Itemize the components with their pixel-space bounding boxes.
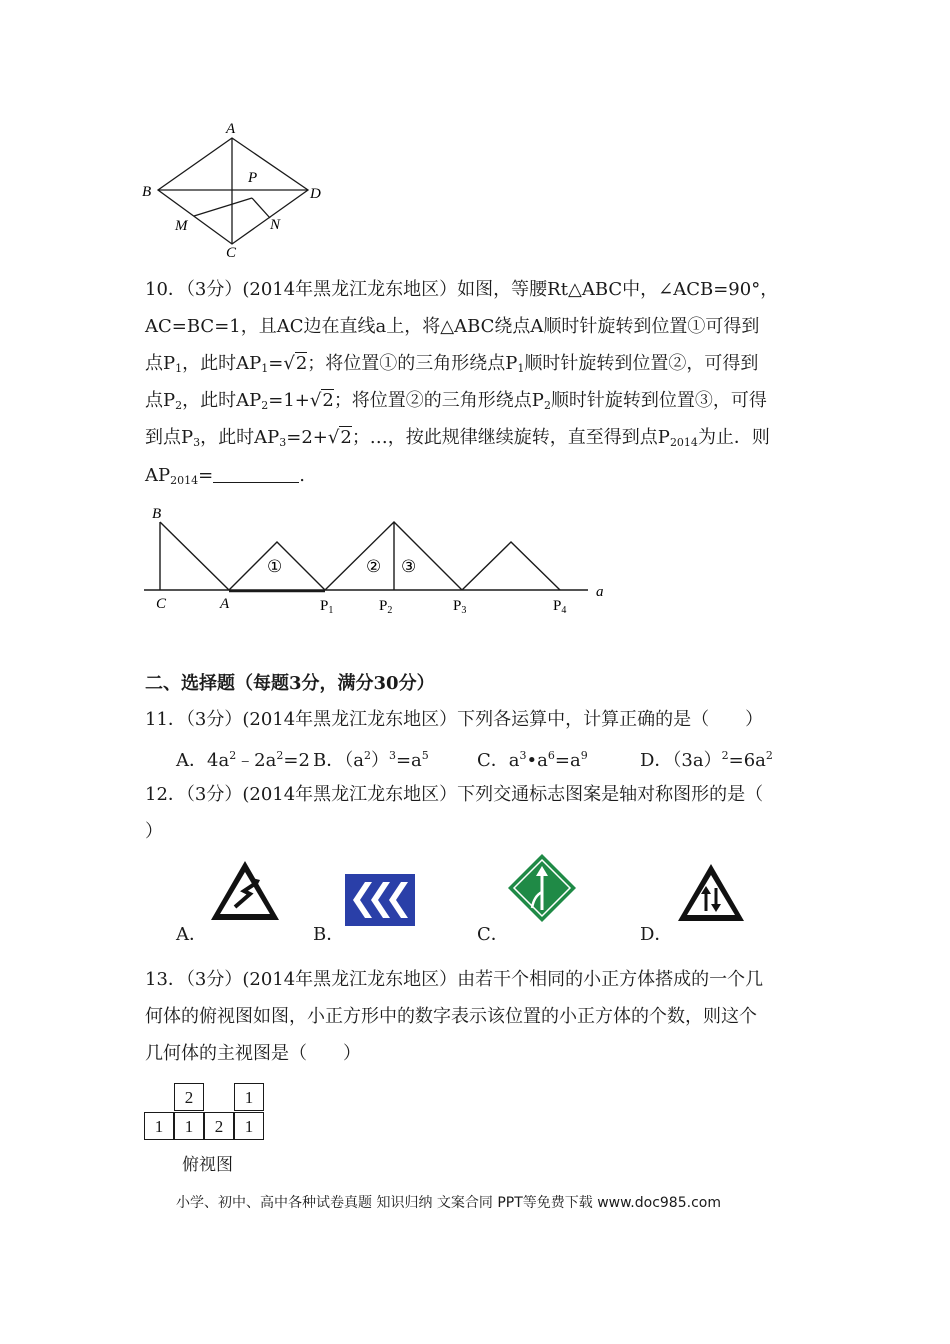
q12-line-2: ） xyxy=(145,821,163,842)
q12-option-d[interactable]: D． xyxy=(640,924,673,945)
q13-line-1: 13．（3分）(2014年黑龙江龙东地区）由若干个相同的小正方体搭成的一个几 xyxy=(145,969,764,990)
grid-cell-bottom-3: 2 xyxy=(204,1112,234,1140)
answer-blank[interactable] xyxy=(213,464,299,483)
q10-line-5: 到点$P_3$，此时$AP_3=2+√2$；…，按此规律继续旋转，直至得到点$P_{2014}$为止．则 xyxy=(145,427,770,449)
q10-line-1: 10．（3分）(2014年黑龙江龙东地区）如图，等腰Rt△ABC中，∠ACB=90°， xyxy=(145,279,779,300)
q11-option-d[interactable]: D．$(3a)^2=6a^2$ xyxy=(640,749,773,771)
label-a2: A xyxy=(220,596,230,612)
label-c2: C xyxy=(156,596,167,612)
top-view-caption: 俯视图 xyxy=(182,1155,233,1175)
label-m: M xyxy=(175,218,188,234)
grid-cell-top-1: 2 xyxy=(174,1083,204,1111)
q11-stem: 11．（3分）(2014年黑龙江龙东地区）下列各运算中，计算正确的是（ ） xyxy=(145,709,764,730)
label-b: B xyxy=(142,184,152,200)
q10-line-4: 点$P_2$，此时$AP_2=1+√2$；将位置②的三角形绕点$P_2$顺时针旋转到位置③，可得 xyxy=(145,390,767,412)
q12-option-c[interactable]: C． xyxy=(477,924,509,945)
rotation-figure xyxy=(140,500,620,620)
grid-cell-top-2: 1 xyxy=(234,1083,264,1111)
label-a: A xyxy=(226,121,236,137)
label-c: C xyxy=(226,245,237,260)
q12-option-b[interactable]: B． xyxy=(313,924,345,945)
q11-option-b[interactable]: B．$(a^2)^3=a^5$ xyxy=(313,749,429,771)
q10-line-3: 点$P_1$，此时$AP_1=√2$；将位置①的三角形绕点$P_1$顺时针旋转到位置②，可得到 xyxy=(145,353,759,375)
position-3-label: ③ xyxy=(401,557,417,577)
section-2-title: 二、选择题（每题3分，满分30分） xyxy=(145,673,435,694)
q13-line-2: 何体的俯视图如图，小正方形中的数字表示该位置的小正方体的个数，则这个 xyxy=(145,1006,757,1027)
q11-option-c[interactable]: C．$a^3•a^6=a^9$ xyxy=(477,749,588,771)
label-d: D xyxy=(310,186,321,202)
label-b2: B xyxy=(152,506,162,522)
sign-c-merge-arrow-icon[interactable] xyxy=(506,852,578,924)
label-p3: $P_3$ xyxy=(453,598,467,616)
grid-cell-bottom-2: 1 xyxy=(174,1112,204,1140)
q12-line-1: 12．（3分）(2014年黑龙江龙东地区）下列交通标志图案是轴对称图形的是（ xyxy=(145,784,764,805)
q10-line-2: AC=BC=1，且AC边在直线a上，将△ABC绕点A顺时针旋转到位置①可得到 xyxy=(145,316,760,337)
rhombus-figure xyxy=(138,118,338,260)
label-n: N xyxy=(270,217,281,233)
label-p2: $P_2$ xyxy=(379,598,393,616)
sign-d-two-way-arrows-icon[interactable] xyxy=(676,862,746,924)
sign-b-chevron-icon[interactable] xyxy=(345,874,415,926)
position-2-label: ② xyxy=(366,557,382,577)
q13-line-3: 几何体的主视图是（ ） xyxy=(145,1043,361,1064)
q11-option-a[interactable]: A．$4a^2﹣2a^2=2$ xyxy=(176,749,310,771)
grid-cell-bottom-4: 1 xyxy=(234,1112,264,1140)
footer-text: 小学、初中、高中各种试卷真题 知识归纳 文案合同 PPT等免费下载 www.doc985.com xyxy=(176,1195,721,1211)
q10-line-6: $AP_{2014}=$ . xyxy=(145,465,305,487)
grid-cell-bottom-1: 1 xyxy=(144,1112,174,1140)
line-a-label: a xyxy=(596,584,604,600)
label-p: P xyxy=(248,170,258,186)
q12-option-a[interactable]: A． xyxy=(176,924,207,945)
position-1-label: ① xyxy=(267,557,283,577)
label-p4: $P_4$ xyxy=(553,598,567,616)
sign-a-zigzag-icon[interactable] xyxy=(208,858,282,924)
label-p1: $P_1$ xyxy=(320,598,334,616)
